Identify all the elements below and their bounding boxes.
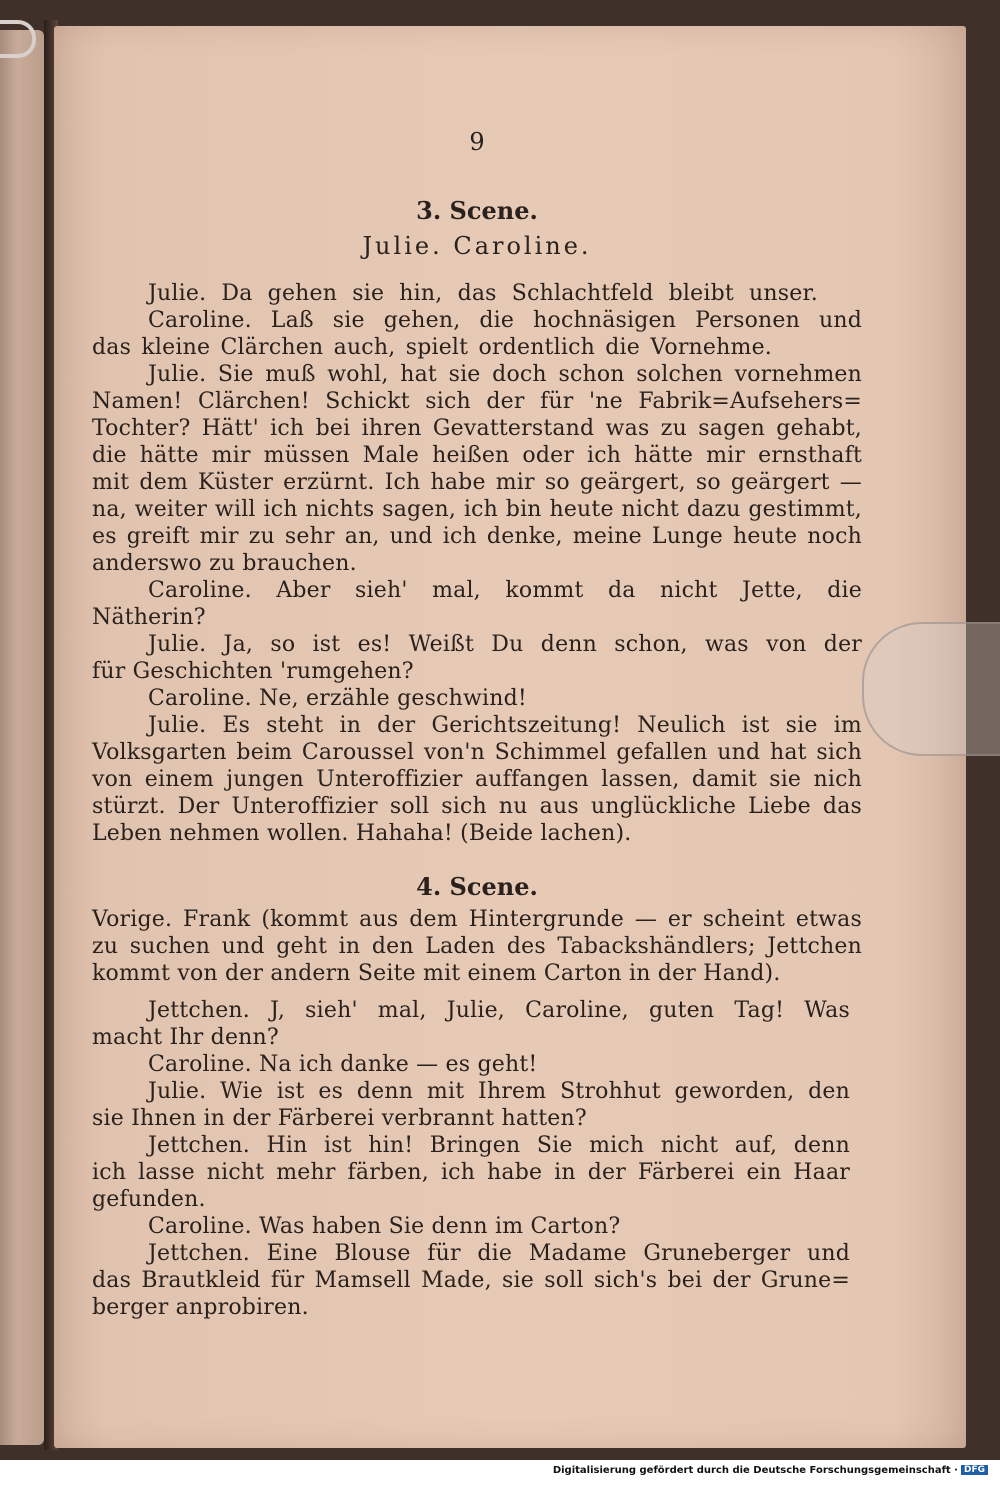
text-line: Nätherin? <box>92 605 206 630</box>
text-line: Julie. Sie muß wohl, hat sie doch schon solchen vornehmen <box>148 362 862 387</box>
text-line: berger anprobiren. <box>92 1295 309 1320</box>
text-line: Jettchen. Hin ist hin! Bringen Sie mich nicht auf, denn <box>148 1133 850 1158</box>
funding-notice <box>553 1465 988 1476</box>
text-line: sie Ihnen in der Färberei verbrannt hatten? <box>92 1106 587 1131</box>
text-line: Namen! Clärchen! Schickt sich der für 'ne Fabrik=Aufsehers= <box>92 389 862 414</box>
text-line: es greift mir zu sehr an, und ich denke, meine Lunge heute noch <box>92 524 862 549</box>
scene-3-title: 3. Scene. <box>416 196 538 225</box>
text-line: Vorige. Frank (kommt aus dem Hintergrunde — er scheint etwas <box>92 907 862 932</box>
text-line: na, weiter will ich nichts sagen, ich bin heute nicht dazu gestimmt, <box>92 497 862 522</box>
text-line: Caroline. Laß sie gehen, die hochnäsigen Personen und <box>148 308 862 333</box>
text-line: Tochter? Hätt' ich bei ihren Gevatterstand was zu sagen gehabt, <box>92 416 862 441</box>
text-line: Jettchen. J, sieh' mal, Julie, Caroline, guten Tag! Was <box>148 998 850 1023</box>
page-clip-tab <box>862 622 1000 756</box>
text-line: mit dem Küster erzürnt. Ich habe mir so geärgert, so geärgert — <box>92 470 862 495</box>
text-line: von einem jungen Unteroffizier auffangen lassen, damit sie nich <box>92 767 862 792</box>
text-line: das Brautkleid für Mamsell Made, sie soll sich's bei der Grune= <box>92 1268 850 1293</box>
text-line: Jettchen. Eine Blouse für die Madame Gruneberger und <box>148 1241 850 1266</box>
binding-ring <box>0 20 36 58</box>
text-line: Julie. Es steht in der Gerichtszeitung! Neulich ist sie im <box>148 713 862 738</box>
text-line: Volksgarten beim Caroussel von'n Schimmel gefallen und hat sich <box>92 740 862 765</box>
text-line: stürzt. Der Unteroffizier soll sich nu aus unglückliche Liebe das <box>92 794 862 819</box>
text-line: das kleine Clärchen auch, spielt ordentlich die Vornehme. <box>92 335 772 360</box>
text-line: Caroline. Was haben Sie denn im Carton? <box>148 1214 621 1239</box>
text-line: Julie. Da gehen sie hin, das Schlachtfeld bleibt unser. <box>148 281 818 306</box>
funding-notice-text: Digitalisierung gefördert durch die Deutsche Forschungsgemeinschaft · <box>552 1465 958 1476</box>
text-line: Julie. Wie ist es denn mit Ihrem Strohhut geworden, den <box>148 1079 850 1104</box>
text-line: Caroline. Aber sieh' mal, kommt da nicht Jette, die <box>148 578 862 603</box>
text-line: gefunden. <box>92 1187 206 1212</box>
text-line: kommt von der andern Seite mit einem Carton in der Hand). <box>92 961 781 986</box>
text-line: für Geschichten 'rumgehen? <box>92 659 414 684</box>
text-line: Caroline. Na ich danke — es geht! <box>148 1052 538 1077</box>
left-page-edge <box>0 30 44 1445</box>
dfg-logo-icon: DFG <box>961 1465 988 1475</box>
scene-3-characters: Julie. Caroline. <box>362 232 592 260</box>
text-line: macht Ihr denn? <box>92 1025 279 1050</box>
text-line: Caroline. Ne, erzähle geschwind! <box>148 686 527 711</box>
scene-4-title: 4. Scene. <box>416 872 538 901</box>
text-line: anderswo zu brauchen. <box>92 551 357 576</box>
page-number: 9 <box>469 128 485 156</box>
text-line: die hätte mir müssen Male heißen oder ich hätte mir ernsthaft <box>92 443 862 468</box>
text-line: Julie. Ja, so ist es! Weißt Du denn schon, was von der <box>148 632 862 657</box>
text-line: ich lasse nicht mehr färben, ich habe in der Färberei ein Haar <box>92 1160 850 1185</box>
text-line: Leben nehmen wollen. Hahaha! (Beide lachen). <box>92 821 632 846</box>
text-line: zu suchen und geht in den Laden des Tabackshändlers; Jettchen <box>92 934 862 959</box>
